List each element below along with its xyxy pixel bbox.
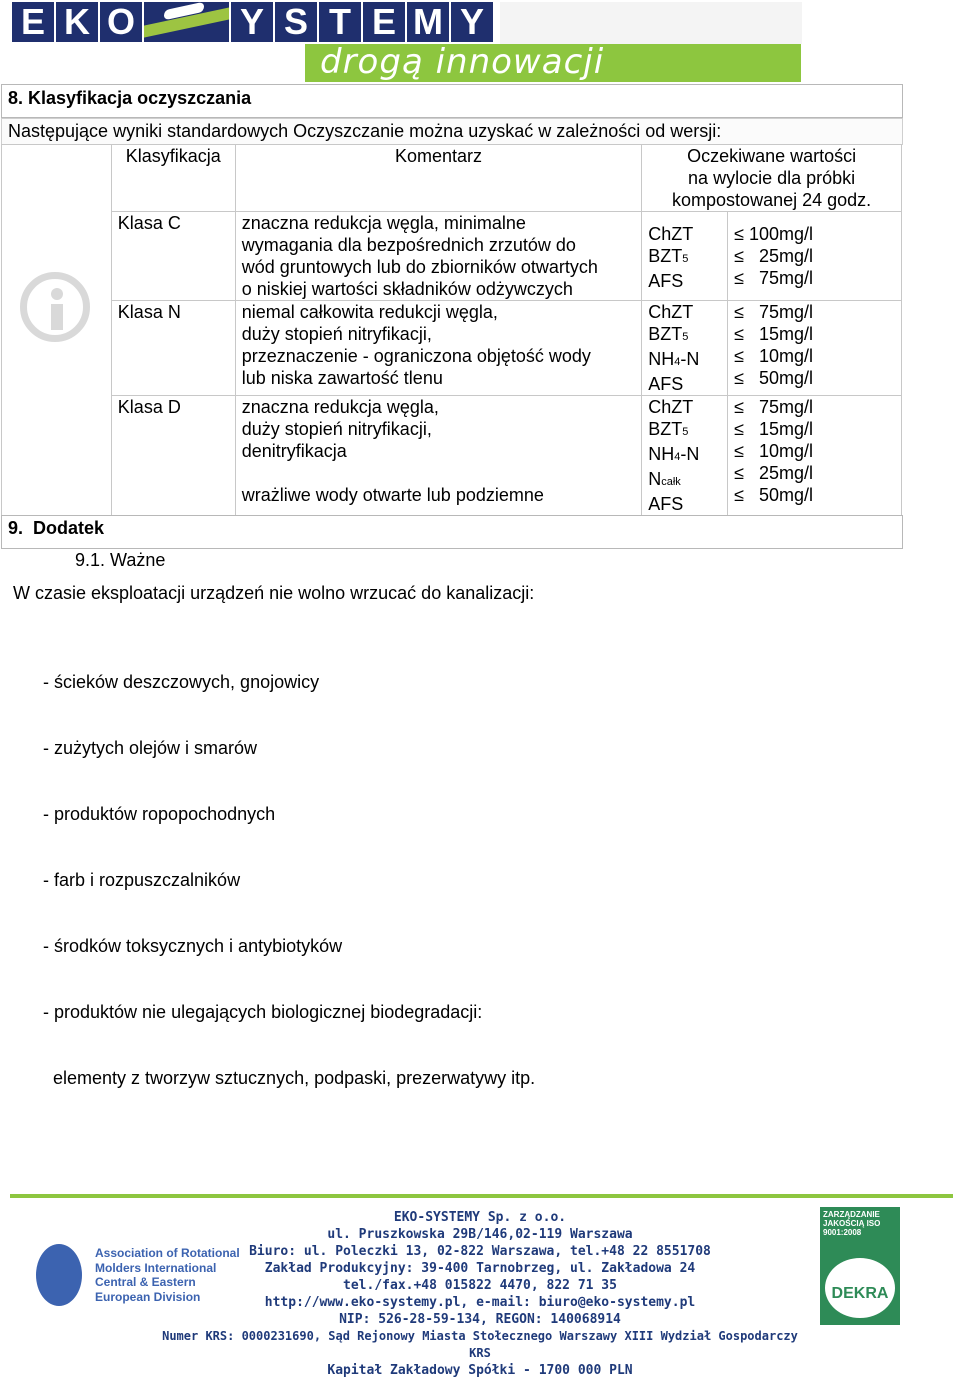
param-name xyxy=(648,323,727,348)
param-label: BZT xyxy=(648,419,683,439)
header-expected-line: na wylocie dla próbki xyxy=(688,168,856,188)
arb-line: Association of Rotational xyxy=(95,1246,240,1260)
prohibited-list xyxy=(43,627,535,1111)
company-footer xyxy=(150,1209,810,1379)
section-9-header xyxy=(1,515,903,549)
param-value: ≤ 15mg/l xyxy=(734,324,814,344)
footer-line: Zakład Produkcyjny: 39-400 Tarnobrzeg, ul. Zakładowa 24 xyxy=(264,1261,696,1276)
list-item: - ścieków deszczowych, gnojowicy xyxy=(43,672,320,692)
comment-cell xyxy=(235,396,641,516)
list-item: elementy z tworzyw sztucznych, podpaski, prezerwatywy itp. xyxy=(43,1068,536,1088)
header-expected-line: Oczekiwane wartości xyxy=(687,146,857,166)
param-label: ChZT xyxy=(648,302,694,322)
list-item: - produktów nie ulegających biologicznej biodegradacji: xyxy=(43,1002,483,1022)
param-value: ≤ 75mg/l xyxy=(734,302,814,322)
param-label: AFS xyxy=(648,271,684,291)
param-sub: 5 xyxy=(682,331,689,343)
comment-cell xyxy=(235,301,641,396)
comment-line: znaczna redukcja węgla, xyxy=(241,397,439,417)
footer-line: Kapitał Zakładowy Spółki - 1700 000 PLN xyxy=(327,1363,633,1378)
section-8-header xyxy=(1,84,903,118)
header-expected xyxy=(642,145,902,212)
dekra-top-text: ZARZĄDZANIE JAKOŚCIĄ ISO 9001:2008 xyxy=(823,1210,881,1237)
comment-line: denitryfikacja xyxy=(241,441,347,461)
table-row xyxy=(2,212,902,301)
section-9-1-title: 9.1. Ważne xyxy=(75,550,166,570)
table-row xyxy=(2,301,902,396)
logo-letter: Y xyxy=(231,2,273,42)
param-value: ≤ 15mg/l xyxy=(734,419,814,439)
param-sub: całk xyxy=(661,476,681,488)
comment-line: wrażliwe wody otwarte lub podziemne xyxy=(241,485,544,505)
param-name xyxy=(648,270,727,292)
param-value: ≤ 50mg/l xyxy=(734,485,814,505)
param-value: ≤ 25mg/l xyxy=(734,463,814,483)
arb-line: Molders International xyxy=(95,1260,217,1275)
section-8-intro: Następujące wyniki standardowych Oczyszczanie można uzyskać w zależności od wersji: xyxy=(8,121,722,141)
param-sub: 4 xyxy=(674,451,681,463)
logo-swoosh-icon xyxy=(144,2,229,42)
param-cell xyxy=(642,396,728,516)
param-name xyxy=(648,223,727,245)
param-suffix: -N xyxy=(680,349,700,369)
section-8-title: 8. Klasyfikacja oczyszczania xyxy=(8,88,252,108)
section-9-intro: W czasie eksploatacji urządzeń nie wolno wrzucać do kanalizacji: xyxy=(13,583,535,603)
section-9-title: 9. Dodatek xyxy=(8,518,105,538)
class-cell: Klasa C xyxy=(111,212,235,301)
value-cell xyxy=(728,396,902,516)
param-value: ≤ 75mg/l xyxy=(734,397,814,417)
param-label: ChZT xyxy=(648,397,694,417)
param-name xyxy=(648,443,727,468)
param-value: ≤ 100mg/l xyxy=(734,224,814,244)
param-label: N xyxy=(648,469,662,489)
header-expected-line: kompostowanej 24 godz. xyxy=(672,190,872,210)
logo-letter: E xyxy=(12,2,54,42)
comment-cell xyxy=(235,212,641,301)
header-comment: Komentarz xyxy=(235,145,641,212)
footer-line: Numer KRS: 0000231690, Sąd Rejonowy Miasta Stołecznego Warszawy XIII Wydział Gospodarczy KRS xyxy=(162,1329,798,1360)
comment-line: o niskiej wartości składników odżywczych xyxy=(241,279,573,299)
list-item: - produktów ropopochodnych xyxy=(43,804,276,824)
param-name xyxy=(648,396,727,418)
param-name xyxy=(648,418,727,443)
param-label: BZT xyxy=(648,246,683,266)
param-name xyxy=(648,373,727,395)
list-item: - zużytych olejów i smarów xyxy=(43,738,258,758)
table-header-row xyxy=(2,145,902,212)
footer-line: tel./fax.+48 015822 4470, 822 71 35 xyxy=(343,1278,617,1293)
header-background xyxy=(500,2,802,44)
param-label: NH xyxy=(648,349,675,369)
class-cell: Klasa D xyxy=(111,396,235,516)
footer-line: EKO-SYSTEMY Sp. z o.o. xyxy=(393,1210,567,1225)
list-item: - środków toksycznych i antybiotyków xyxy=(43,936,343,956)
param-sub: 4 xyxy=(674,356,681,368)
param-label: BZT xyxy=(648,324,683,344)
comment-line: znaczna redukcja węgla, minimalne xyxy=(241,213,526,233)
param-label: AFS xyxy=(648,494,684,514)
param-name xyxy=(648,348,727,373)
comment-line: wód gruntowych lub do zbiorników otwartych xyxy=(241,257,598,277)
param-label: AFS xyxy=(648,374,684,394)
logo-letter: T xyxy=(319,2,361,42)
param-name xyxy=(648,493,727,515)
classification-table xyxy=(1,144,902,516)
comment-line: wymagania dla bezpośrednich zrzutów do xyxy=(241,235,576,255)
arb-line: Central & Eastern xyxy=(95,1275,196,1289)
param-value: ≤ 10mg/l xyxy=(734,346,814,366)
arb-globe-icon xyxy=(36,1244,82,1306)
info-icon xyxy=(20,272,90,342)
comment-line xyxy=(242,462,641,484)
logo-letter: K xyxy=(56,2,98,42)
comment-line: duży stopień nitryfikacji, xyxy=(241,419,432,439)
arb-line: European Division xyxy=(95,1289,201,1304)
param-cell xyxy=(642,301,728,396)
param-name xyxy=(648,468,727,493)
param-sub: 5 xyxy=(682,426,689,438)
param-name xyxy=(648,301,727,323)
class-cell: Klasa N xyxy=(111,301,235,396)
param-cell xyxy=(642,212,728,301)
footer-line: NIP: 526-28-59-134, REGON: 140068914 xyxy=(339,1312,621,1327)
value-cell xyxy=(728,212,902,301)
footer-line: Biuro: ul. Poleczki 13, 02-822 Warszawa, tel.+48 22 8551708 xyxy=(249,1244,711,1259)
comment-line: niemal całkowita redukcji węgla, xyxy=(241,302,498,322)
dekra-word: DEKRA xyxy=(831,1285,889,1302)
section-8-intro-box xyxy=(1,118,903,145)
footer-divider xyxy=(10,1194,953,1198)
comment-line: przeznaczenie - ograniczona objętość wody xyxy=(241,346,591,366)
company-logo xyxy=(12,2,495,44)
comment-line: duży stopień nitryfikacji, xyxy=(241,324,432,344)
footer-line: http://www.eko-systemy.pl, e-mail: biuro@eko-systemy.pl xyxy=(264,1295,696,1310)
param-label: ChZT xyxy=(648,224,694,244)
param-sub: 5 xyxy=(682,253,689,265)
table-row xyxy=(2,396,902,516)
list-item: - farb i rozpuszczalników xyxy=(43,870,241,890)
param-name xyxy=(648,245,727,270)
param-value: ≤ 75mg/l xyxy=(734,268,814,288)
logo-letter: M xyxy=(407,2,449,42)
logo-letter: E xyxy=(363,2,405,42)
logo-letter: S xyxy=(275,2,317,42)
logo-letter: O xyxy=(100,2,142,42)
param-label: NH xyxy=(648,444,675,464)
param-value: ≤ 25mg/l xyxy=(734,246,814,266)
value-cell xyxy=(728,301,902,396)
param-value: ≤ 10mg/l xyxy=(734,441,814,461)
comment-line: lub niska zawartość tlenu xyxy=(241,368,443,388)
logo-tagline: drogą innowacji xyxy=(320,42,605,82)
param-suffix: -N xyxy=(680,444,700,464)
header-classification: Klasyfikacja xyxy=(111,145,235,212)
logo-letter: Y xyxy=(451,2,493,42)
param-value: ≤ 50mg/l xyxy=(734,368,814,388)
footer-line: ul. Pruszkowska 29B/146,02-119 Warszawa xyxy=(327,1227,633,1242)
